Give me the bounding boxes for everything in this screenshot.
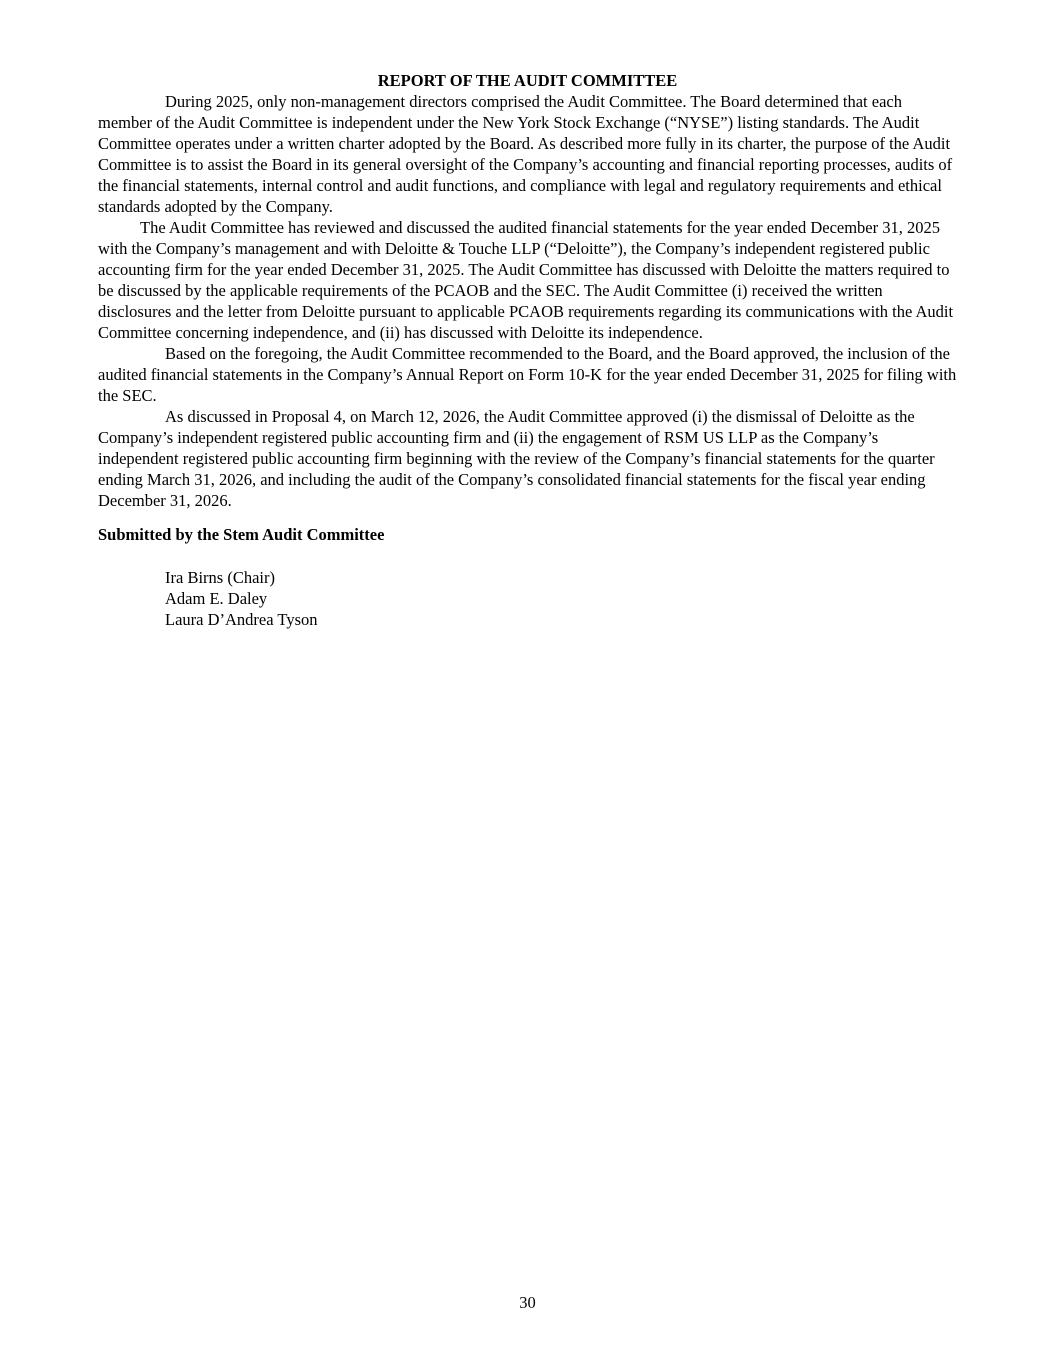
paragraph-auditor-change: As discussed in Proposal 4, on March 12, 2026, the Audit Committee approved (i) the dismissal of Deloitte as the Company’s independent registered public accounting firm and (ii) the engagement of RSM US LLP as the Company’s independent registered public accounting firm beginning with the review of the Company’s financial statements for the quarter ending March 31, 2026, and including the audit of the Company’s consolidated financial statements for the fiscal year ending December 31, 2026. [98, 407, 935, 510]
paragraph-overview: During 2025, only non-management directors comprised the Audit Committee. The Board determined that each member of the Audit Committee is independent under the New York Stock Exchange (“NYSE”) listing standards. The Audit Committee operates under a written charter adopted by the Board. As described more fully in its charter, the purpose of the Audit Committee is to assist the Board in its general oversight of the Company’s accounting and financial reporting processes, audits of the financial statements, internal control and audit functions, and compliance with legal and regulatory requirements and ethical standards adopted by the Company. [98, 92, 953, 216]
signatory-member: Laura D’Andrea Tyson [165, 610, 318, 629]
page-number: 30 [519, 1293, 536, 1312]
submitted-by-heading: Submitted by the Stem Audit Committee [98, 525, 385, 544]
document-content [98, 70, 957, 630]
paragraph-review-discussion: The Audit Committee has reviewed and discussed the audited financial statements for the year ended December 31, 2025 with the Company’s management and with Deloitte & Touche LLP (“Deloitte”), the Company’s independent registered public accounting firm for the year ended December 31, 2025. The Audit Committee has discussed with Deloitte the matters required to be discussed by the applicable requirements of the PCAOB and the SEC. The Audit Committee (i) received the written disclosures and the letter from Deloitte pursuant to applicable PCAOB requirements regarding its communications with the Audit Committee concerning independence, and (ii) has discussed with Deloitte its independence. [98, 218, 954, 342]
signatory-list [165, 567, 957, 630]
signatory-member: Adam E. Daley [165, 589, 268, 608]
page-title: REPORT OF THE AUDIT COMMITTEE [377, 71, 678, 90]
paragraph-recommendation: Based on the foregoing, the Audit Committee recommended to the Board, and the Board approved, the inclusion of the audited financial statements in the Company’s Annual Report on Form 10-K for the year ended December 31, 2025 for filing with the SEC. [98, 344, 957, 405]
signatory-chair: Ira Birns (Chair) [165, 568, 275, 587]
